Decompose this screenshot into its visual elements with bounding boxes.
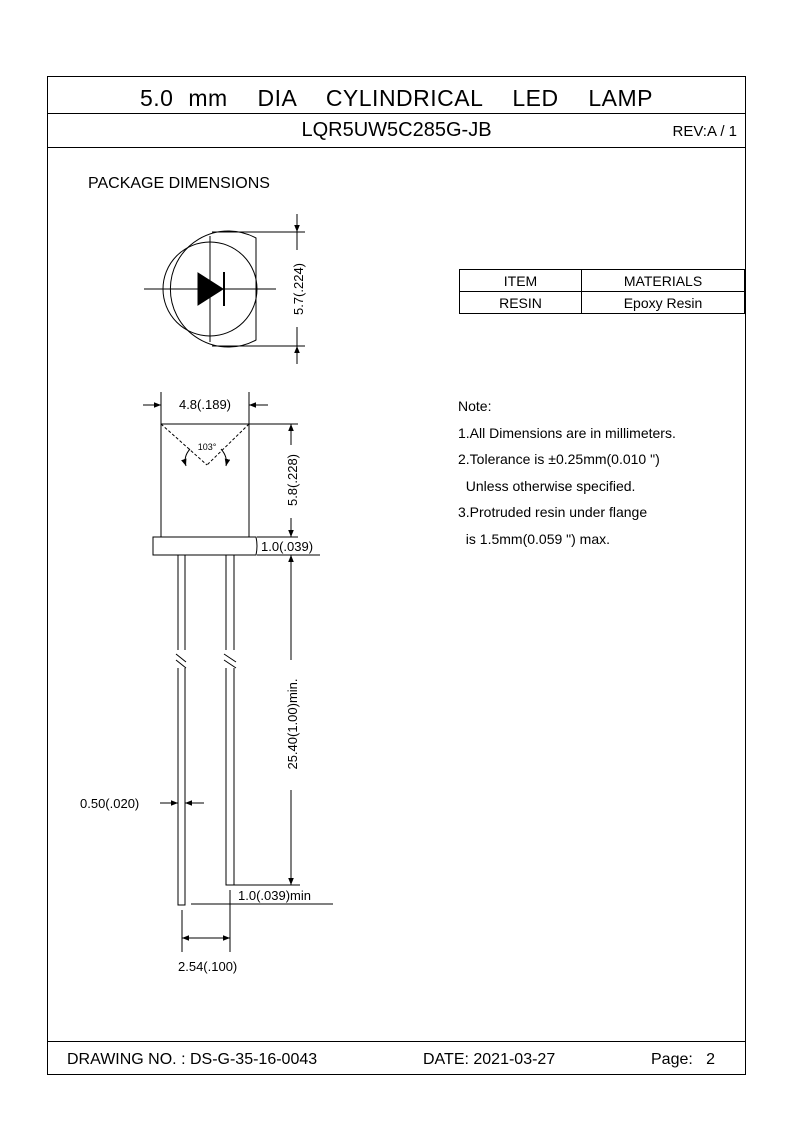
angle-arc-left — [185, 449, 190, 466]
notes-heading: Note: — [458, 398, 492, 414]
lead-right-lower — [226, 668, 234, 885]
lead-left-break — [176, 654, 186, 668]
lamp-flange — [153, 537, 257, 555]
dim-lead-length: 25.40(1.00)min. — [285, 678, 300, 770]
dim-body-height: 5.8(.228) — [285, 453, 300, 507]
note-line: 2.Tolerance is ±0.25mm(0.010 ") — [458, 451, 660, 467]
lead-right-upper — [226, 555, 234, 650]
dim-lead-step: 1.0(.039)min — [238, 888, 311, 903]
note-line: 3.Protruded resin under flange — [458, 504, 648, 520]
lead-left-lower — [178, 668, 185, 905]
section-title: PACKAGE DIMENSIONS — [88, 175, 270, 192]
dim-top-diameter: 5.7(.224) — [291, 262, 306, 316]
dim-view-angle: 103° — [197, 442, 217, 452]
dim-lead-width: 0.50(.020) — [80, 796, 140, 811]
top-view — [144, 214, 305, 364]
note-line: 1.All Dimensions are in millimeters. — [458, 424, 676, 441]
table-header-materials: MATERIALS — [582, 270, 745, 292]
lead-left-upper — [178, 555, 185, 650]
side-view — [143, 392, 333, 952]
note-line: is 1.5mm(0.059 ") max. — [458, 530, 611, 547]
revision-label: REV:A / 1 — [672, 123, 737, 140]
document-title: 5.0 mm DIA CYLINDRICAL LED LAMP — [140, 85, 653, 111]
dim-flange: 1.0(.039) — [261, 539, 314, 554]
lamp-body — [161, 424, 249, 537]
table-cell-item: RESIN — [460, 292, 582, 314]
table-header-item: ITEM — [460, 270, 582, 292]
angle-arc-right — [221, 449, 226, 466]
page-number: Page: 2 — [651, 1051, 716, 1068]
drawing-number: DRAWING NO. : DS-G-35-16-0043 — [67, 1051, 318, 1068]
drawing-date: DATE: 2021-03-27 — [423, 1051, 556, 1068]
lead-right-break — [224, 654, 236, 668]
dim-lead-spacing: 2.54(.100) — [178, 959, 238, 974]
part-number: LQR5UW5C285G-JB — [301, 119, 492, 141]
table-cell-material: Epoxy Resin — [582, 292, 745, 314]
dim-body-width: 4.8(.189) — [178, 397, 232, 412]
note-line: Unless otherwise specified. — [458, 477, 636, 494]
